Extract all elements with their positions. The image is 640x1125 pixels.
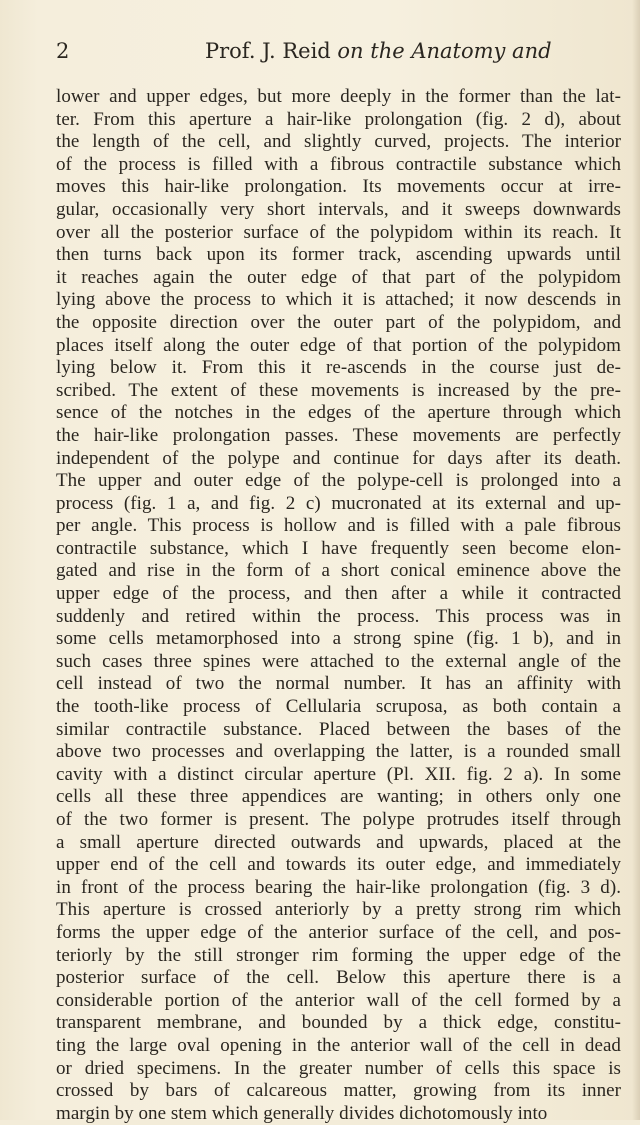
text-line: or dried specimens. In the greater number of cells this space is [56, 1057, 621, 1079]
running-title [205, 38, 552, 64]
text-line: gated and rise in the form of a short conical eminence above the [56, 560, 621, 582]
text-line: cells all these three appendices are wanting; in others only one [56, 786, 621, 808]
page-number: 2 [56, 39, 70, 63]
text-line: posterior surface of the cell. Below this aperture there is a [56, 967, 621, 989]
text-line: independent of the polype and continue for days after its death. [56, 447, 621, 469]
text-line: the tooth-like process of Cellularia scruposa, as both contain a [56, 696, 621, 718]
text-line: contractile substance, which I have frequently seen become elon- [56, 537, 621, 559]
text-line: the opposite direction over the outer part of the polypidom, and [56, 311, 621, 333]
running-header [0, 38, 640, 68]
text-line: forms the upper edge of the anterior surface of the cell, and pos- [56, 921, 621, 943]
text-line: in front of the process bearing the hair-like prolongation (fig. 3 d). [56, 876, 621, 898]
running-title-subject: on the Anatomy and [337, 39, 552, 63]
text-line: of the process is filled with a fibrous contractile substance which [56, 153, 621, 175]
text-line: per angle. This process is hollow and is filled with a pale fibrous [56, 515, 621, 537]
page-edge-shadow [632, 0, 640, 1120]
text-line: considerable portion of the anterior wall of the cell formed by a [56, 989, 621, 1011]
text-line: above two processes and overlapping the latter, is a rounded small [56, 741, 621, 763]
text-line: upper edge of the process, and then after a while it contracted [56, 583, 621, 605]
text-line: cell instead of two the normal number. It has an affinity with [56, 673, 621, 695]
text-line: lower and upper edges, but more deeply in the former than the lat- [56, 86, 621, 107]
body-text [56, 86, 621, 1125]
text-line: process (fig. 1 a, and fig. 2 c) mucronated at its external and up- [56, 492, 621, 514]
text-line: margin by one stem which generally divides dichotomously into [56, 1102, 548, 1124]
text-line: lying below it. From this it re-ascends in the course just de- [56, 357, 621, 379]
text-line: ting the large oval opening in the anterior wall of the cell in dead [56, 1034, 621, 1056]
text-line: lying above the process to which it is attached; it now descends in [56, 289, 621, 311]
text-line: scribed. The extent of these movements is increased by the pre- [56, 379, 621, 401]
text-line: This aperture is crossed anteriorly by a pretty strong rim which [56, 899, 621, 921]
text-line: gular, occasionally very short intervals, and it sweeps downwards [56, 198, 621, 220]
text-line: then turns back upon its former track, ascending upwards until [56, 244, 621, 266]
text-line: some cells metamorphosed into a strong spine (fig. 1 b), and in [56, 628, 621, 650]
text-line: over all the posterior surface of the polypidom within its reach. It [56, 221, 621, 243]
text-line: upper end of the cell and towards its outer edge, and immediately [56, 854, 621, 876]
text-line: the length of the cell, and slightly curved, projects. The interior [56, 131, 621, 153]
text-line: a small aperture directed outwards and upwards, placed at the [56, 831, 621, 853]
text-line: teriorly by the still stronger rim forming the upper edge of the [56, 944, 621, 966]
text-line: suddenly and retired within the process. This process was in [56, 605, 621, 627]
text-line: similar contractile substance. Placed between the bases of the [56, 718, 621, 740]
text-line: ter. From this aperture a hair-like prolongation (fig. 2 d), about [56, 108, 621, 130]
text-line: moves this hair-like prolongation. Its movements occur at irre- [56, 176, 621, 198]
text-line: transparent membrane, and bounded by a thick edge, constitu- [56, 1012, 621, 1034]
text-line: of the two former is present. The polype protrudes itself through [56, 809, 621, 830]
text-line: cavity with a distinct circular aperture (Pl. XII. fig. 2 a). In some [56, 763, 621, 785]
text-line: the hair-like prolongation passes. These movements are perfectly [56, 424, 621, 446]
text-line: it reaches again the outer edge of that part of the polypidom [56, 266, 621, 288]
running-title-author: Prof. J. Reid [205, 39, 338, 63]
text-line: crossed by bars of calcareous matter, growing from its inner [56, 1080, 621, 1102]
text-line: such cases three spines were attached to the external angle of the [56, 650, 621, 672]
text-line: places itself along the outer edge of that portion of the polypidom [56, 334, 621, 356]
text-line: sence of the notches in the edges of the aperture through which [56, 402, 621, 424]
text-line: The upper and outer edge of the polype-cell is prolonged into a [56, 470, 621, 492]
